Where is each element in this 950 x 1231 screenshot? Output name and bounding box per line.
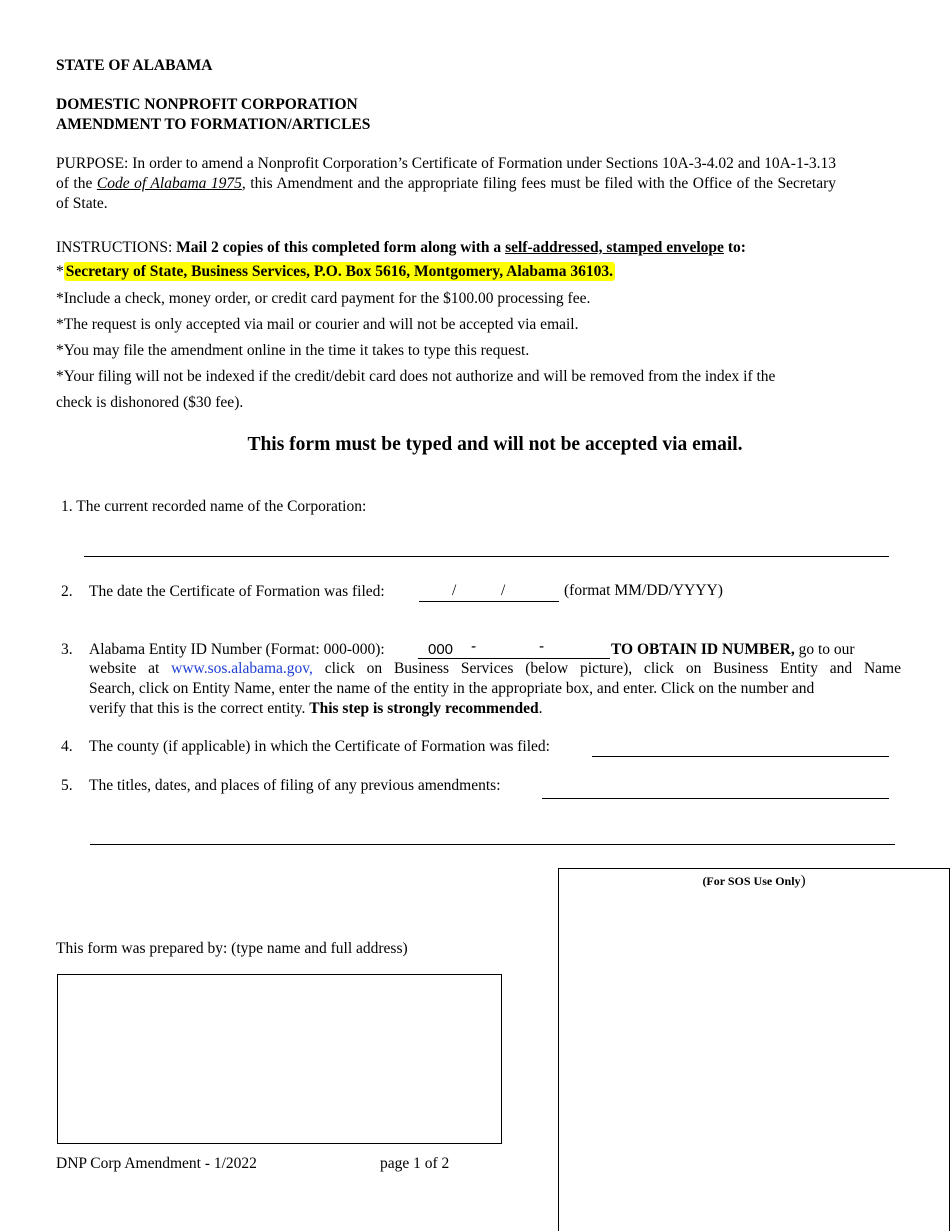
q3-line4-end: . (538, 700, 543, 717)
sos-use-only-paren: ) (800, 873, 806, 889)
corporation-name-line (84, 556, 889, 557)
filed-month-input[interactable] (419, 582, 449, 602)
instructions-to-text: to: (723, 239, 746, 256)
q3-number: 3. (61, 641, 73, 658)
sos-use-only-text: (For SOS Use Only (702, 874, 801, 888)
form-id-footer: DNP Corp Amendment - 1/2022 (56, 1155, 257, 1172)
obtain-id-text (611, 641, 855, 659)
state-heading: STATE OF ALABAMA (56, 57, 213, 74)
q3-line3: Search, click on Entity Name, enter the name of the entity in the appropriate box, and enter. Click on the number and (89, 680, 815, 697)
q2-number: 2. (61, 583, 73, 600)
q2-label: The date the Certificate of Formation was filed: (89, 583, 385, 600)
purpose-paragraph (56, 154, 836, 214)
code-of-alabama-ref: Code of Alabama 1975 (96, 175, 242, 192)
sos-use-only-box (558, 868, 950, 1231)
corporation-name-input[interactable] (84, 534, 886, 556)
instructions-mail-text: Mail 2 copies of this completed form along with a (176, 239, 506, 256)
entity-id-part1-input[interactable] (484, 640, 536, 658)
q3-line2-post: click on Business Services (below picture), click on Business Entity and Name (312, 660, 901, 677)
entity-id-dash: - (471, 638, 477, 655)
q3-line2 (89, 659, 901, 679)
county-input[interactable] (594, 737, 886, 757)
instruction-item: check is dishonored ($30 fee). (56, 394, 244, 411)
previous-amendments-line2 (90, 844, 895, 845)
date-format-hint: (format MM/DD/YYYY) (564, 582, 723, 599)
previous-amendments-input-line2[interactable] (92, 822, 892, 844)
previous-amendments-input[interactable] (544, 778, 886, 798)
instruction-item: *The request is only accepted via mail or courier and will not be accepted via email. (56, 316, 579, 333)
q4-label: The county (if applicable) in which the Certificate of Formation was filed: (89, 738, 550, 755)
typed-notice: This form must be typed and will not be accepted via email. (247, 434, 743, 455)
envelope-text: self-addressed, stamped envelope (505, 239, 724, 256)
instruction-item: *You may file the amendment online in the time it takes to type this request. (56, 342, 530, 359)
entity-id-dash: - (539, 638, 545, 655)
date-separator: / (452, 582, 457, 599)
previous-amendments-line (542, 798, 889, 799)
obtain-id-label: TO OBTAIN ID NUMBER, (611, 641, 795, 658)
obtain-id-rest: go to our (794, 641, 855, 658)
strongly-recommended-text: This step is strongly recommended (309, 700, 539, 717)
q3-line2-pre: website at (89, 660, 172, 677)
purpose-prefix: PURPOSE: In order to amend a Nonprofit Corporation’s Certificate of Formation under Sections 10A-3-4.02 and 10A-1-3.13 of the (56, 155, 836, 192)
mailing-address: Secretary of State, Business Services, P.O. Box 5616, Montgomery, Alabama 36103. (65, 263, 613, 280)
instructions-line (56, 239, 746, 257)
q3-line4 (89, 699, 901, 719)
purpose-suffix: , this Amendment and the appropriate filing fees must be filed with the Office of the Secretary of State. (56, 175, 836, 212)
instruction-item: *Your filing will not be indexed if the credit/debit card does not authorize and will be removed from the index if the (56, 368, 776, 385)
sos-use-only-label (559, 873, 949, 890)
mailing-address-line (56, 263, 615, 281)
sos-website-link[interactable]: www.sos.alabama.gov, (171, 660, 313, 677)
filed-year-input[interactable] (512, 582, 556, 602)
form-title-line1: DOMESTIC NONPROFIT CORPORATION (56, 96, 358, 113)
prepared-by-textarea[interactable] (57, 974, 502, 1144)
filed-date-line (419, 601, 559, 602)
q3-line4-pre: verify that this is the correct entity. (89, 700, 310, 717)
q1-label: 1. The current recorded name of the Corporation: (61, 498, 367, 515)
entity-id-part2-input[interactable] (552, 640, 608, 658)
form-title-line2: AMENDMENT TO FORMATION/ARTICLES (56, 116, 371, 133)
filed-day-input[interactable] (464, 582, 498, 602)
q3-label: Alabama Entity ID Number (Format: 000-000): (89, 641, 385, 658)
date-separator: / (501, 582, 506, 599)
prepared-by-label: This form was prepared by: (type name and full address) (56, 940, 408, 957)
county-line (592, 756, 889, 757)
instruction-item: *Include a check, money order, or credit card payment for the $100.00 processing fee. (56, 290, 591, 307)
q4-number: 4. (61, 738, 73, 755)
entity-id-prefix: 000 (428, 641, 454, 658)
instructions-label: INSTRUCTIONS: (56, 239, 177, 256)
q5-number: 5. (61, 777, 73, 794)
address-star: * (56, 263, 64, 280)
page-number: page 1 of 2 (380, 1155, 450, 1172)
q5-label: The titles, dates, and places of filing of any previous amendments: (89, 777, 501, 794)
